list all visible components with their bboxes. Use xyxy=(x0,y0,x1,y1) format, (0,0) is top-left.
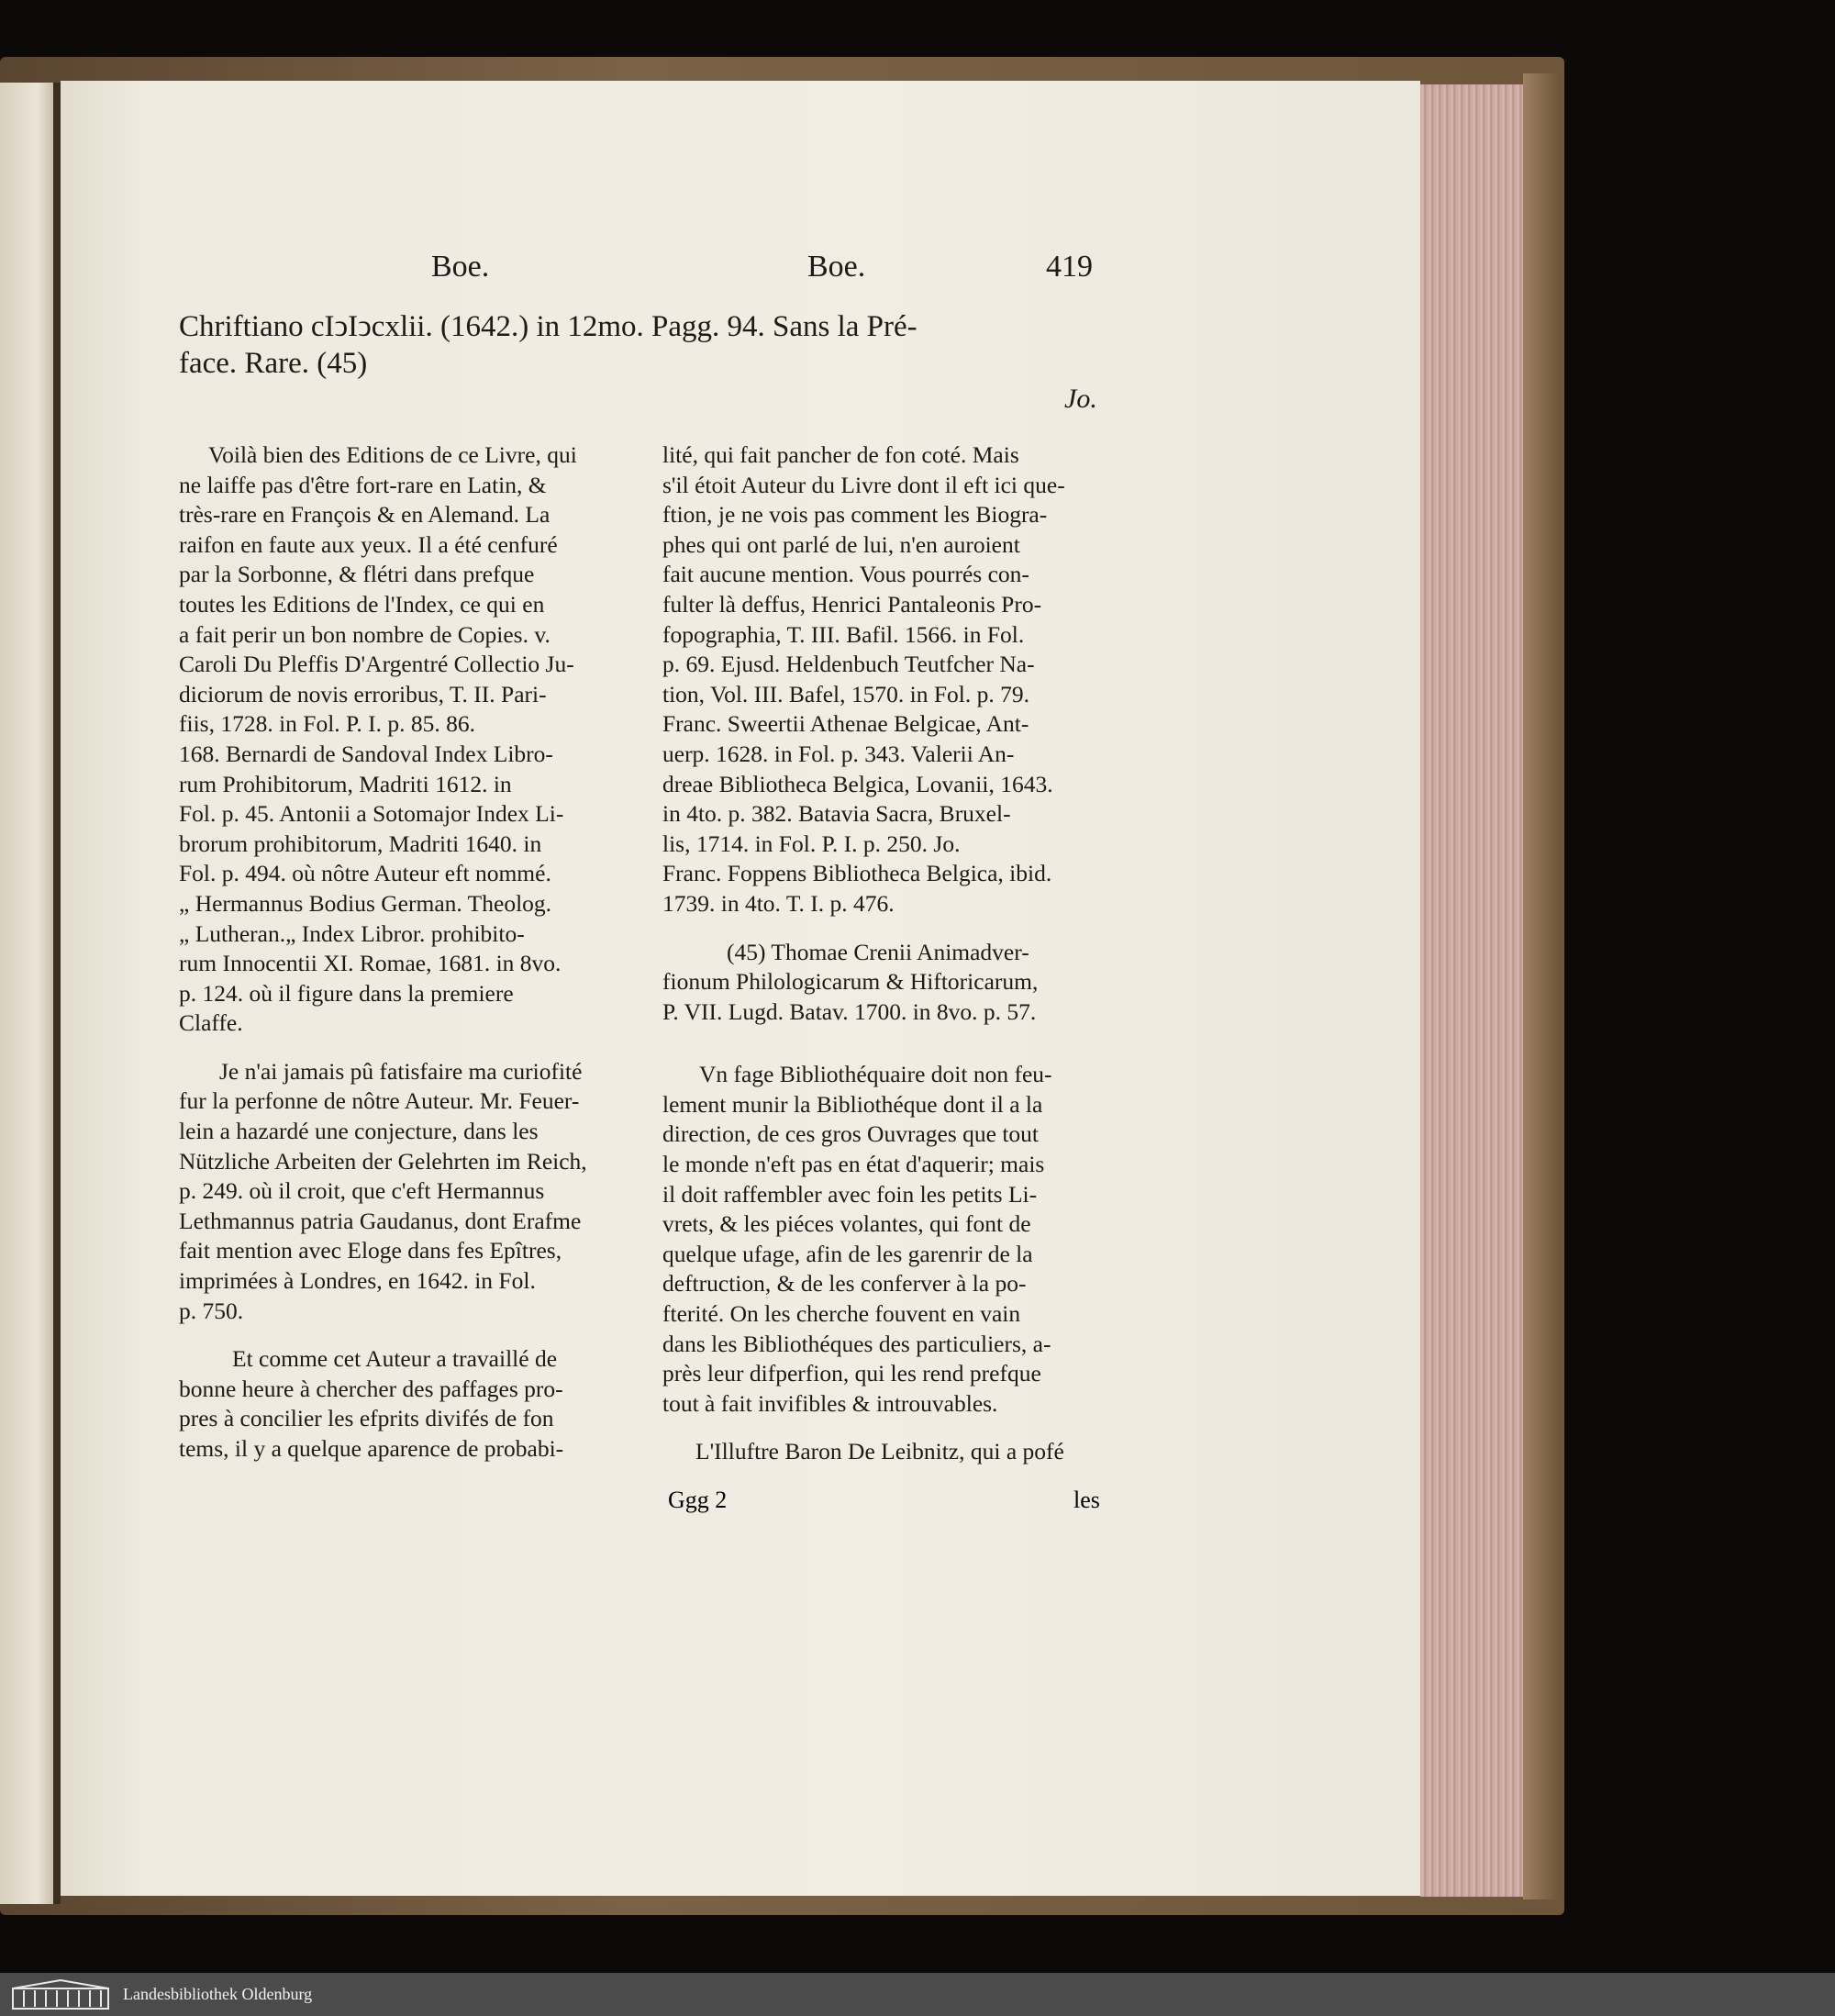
footnote-line: P. VII. Lugd. Batav. 1700. in 8vo. p. 57. xyxy=(662,997,1037,1025)
text-line: Claffe. xyxy=(179,1009,243,1037)
text-line: tems, il y a quelque aparence de probabi- xyxy=(179,1435,564,1462)
text-line: rum Prohibitorum, Madriti 1612. in xyxy=(179,770,512,797)
text-line: près leur difperfion, qui les rend prefque xyxy=(662,1360,1041,1387)
text-line: in 4to. p. 382. Batavia Sacra, Bruxel- xyxy=(662,800,1011,828)
text-line: très-rare en François & en Alemand. La xyxy=(179,501,550,529)
text-line: pres à concilier les efprits divifés de fon xyxy=(179,1405,554,1432)
text-line: imprimées à Londres, en 1642. in Fol. xyxy=(179,1267,536,1295)
text-line: Vn fage Bibliothéquaire doit non feu- xyxy=(699,1061,1052,1088)
text-line: Fol. p. 494. où nôtre Auteur eft nommé. xyxy=(179,860,551,887)
text-line: Franc. Foppens Bibliotheca Belgica, ibid. xyxy=(662,860,1052,887)
catchword-jo: Jo. xyxy=(1064,384,1097,414)
page-stack-edge xyxy=(1420,84,1523,1897)
text-line: fiis, 1728. in Fol. P. I. p. 85. 86. xyxy=(179,710,476,738)
left-page-edge xyxy=(0,83,53,1904)
text-line: vrets, & les piéces volantes, qui font de xyxy=(662,1210,1031,1238)
text-line: Franc. Sweertii Athenae Belgicae, Ant- xyxy=(662,710,1029,738)
book-gutter xyxy=(53,83,61,1904)
text-line: fulter là deffus, Henrici Pantaleonis Pro- xyxy=(662,590,1042,618)
text-line: fait aucune mention. Vous pourrés con- xyxy=(662,561,1029,588)
signature-mark: Ggg 2 xyxy=(668,1487,728,1513)
cover-edge xyxy=(1523,73,1560,1899)
text-line: p. 249. où il croit, que c'eft Hermannus xyxy=(179,1177,545,1205)
text-line: a fait perir un bon nombre de Copies. v. xyxy=(179,620,550,648)
left-column xyxy=(179,440,587,1465)
page-number: 419 xyxy=(1046,250,1093,284)
text-line: L'Illuftre Baron De Leibnitz, qui a pofé xyxy=(695,1438,1064,1465)
text-line: bonne heure à chercher des paffages pro- xyxy=(179,1375,563,1402)
text-line: fur la perfonne de nôtre Auteur. Mr. Feuer- xyxy=(179,1087,580,1115)
running-head-center: Boe. xyxy=(807,250,866,284)
intro-line-2: face. Rare. (45) xyxy=(179,347,368,380)
text-line: par la Sorbonne, & flétri dans prefque xyxy=(179,561,535,588)
text-line: 168. Bernardi de Sandoval Index Libro- xyxy=(179,740,553,767)
text-line: lein a hazardé une conjecture, dans les xyxy=(179,1118,539,1145)
text-line: p. 750. xyxy=(179,1297,244,1324)
text-line: uerp. 1628. in Fol. p. 343. Valerii An- xyxy=(662,740,1015,767)
text-line: Fol. p. 45. Antonii a Sotomajor Index Li- xyxy=(179,800,564,828)
text-line: raifon en faute aux yeux. Il a été cenfuré xyxy=(179,530,558,558)
text-line: lement munir la Bibliothéque dont il a la xyxy=(662,1090,1043,1118)
text-line: tion, Vol. III. Bafel, 1570. in Fol. p. 79. xyxy=(662,680,1029,707)
text-line: phes qui ont parlé de lui, n'en auroient xyxy=(662,530,1020,558)
library-building-icon[interactable] xyxy=(11,1979,110,2010)
running-head-left: Boe. xyxy=(431,250,490,284)
footer-bar xyxy=(0,1973,1835,2016)
text-line: fopographia, T. III. Bafil. 1566. in Fol. xyxy=(662,620,1025,648)
text-line: ne laiffe pas d'être fort-rare en Latin, & xyxy=(179,471,547,498)
text-line: s'il étoit Auteur du Livre dont il eft ici que- xyxy=(662,471,1065,498)
text-line: lis, 1714. in Fol. P. I. p. 250. Jo. xyxy=(662,830,961,857)
text-line: Voilà bien des Editions de ce Livre, qui xyxy=(208,441,577,468)
text-line: ftion, je ne vois pas comment les Biogra- xyxy=(662,501,1048,529)
library-name[interactable]: Landesbibliothek Oldenburg xyxy=(123,1985,313,2003)
text-line: Et comme cet Auteur a travaillé de xyxy=(232,1345,558,1373)
text-line: tout à fait invifibles & introuvables. xyxy=(662,1389,998,1417)
text-line: p. 69. Ejusd. Heldenbuch Teutfcher Na- xyxy=(662,651,1035,678)
text-line: dreae Bibliotheca Belgica, Lovanii, 1643. xyxy=(662,770,1053,797)
text-line: Nützliche Arbeiten der Gelehrten im Reich, xyxy=(179,1147,587,1175)
intro-line-1: Chriftiano cIↄIↄcxlii. (1642.) in 12mo. Pagg. 94. Sans la Pré- xyxy=(179,310,918,343)
text-line: Caroli Du Pleffis D'Argentré Collectio Ju- xyxy=(179,651,574,678)
text-line: direction, de ces gros Ouvrages que tout xyxy=(662,1120,1040,1148)
text-line: il doit raffembler avec foin les petits Li- xyxy=(662,1180,1038,1208)
text-line: Lethmannus patria Gaudanus, dont Erafme xyxy=(179,1207,582,1234)
text-line: „ Lutheran.„ Index Libror. prohibito- xyxy=(179,919,525,947)
footnote-line: (45) Thomae Crenii Animadver- xyxy=(727,938,1029,965)
text-line: quelque ufage, afin de les garenrir de la xyxy=(662,1240,1033,1267)
text-line: diciorum de novis erroribus, T. II. Pari- xyxy=(179,680,547,707)
text-line: toutes les Editions de l'Index, ce qui en xyxy=(179,590,545,618)
text-line: dans les Bibliothéques des particuliers, a- xyxy=(662,1330,1051,1357)
text-line: „ Hermannus Bodius German. Theolog. xyxy=(179,889,552,917)
text-line: Je n'ai jamais pû fatisfaire ma curiofité xyxy=(219,1057,583,1085)
text-line: fait mention avec Eloge dans fes Epîtres, xyxy=(179,1237,562,1264)
text-line: le monde n'eft pas en état d'aquerir; mais xyxy=(662,1151,1045,1178)
text-line: lité, qui fait pancher de fon coté. Mais xyxy=(662,441,1019,468)
footnote-line: fionum Philologicarum & Hiftoricarum, xyxy=(662,968,1039,996)
right-column xyxy=(662,440,1065,1467)
text-line: rum Innocentii XI. Romae, 1681. in 8vo. xyxy=(179,950,562,977)
text-line: 1739. in 4to. T. I. p. 476. xyxy=(662,889,895,917)
catchword: les xyxy=(1073,1487,1100,1513)
text-line: fterité. On les cherche fouvent en vain xyxy=(662,1300,1021,1328)
text-line: deftruction, & de les conferver à la po- xyxy=(662,1270,1027,1298)
text-line: p. 124. où il figure dans la premiere xyxy=(179,979,514,1007)
text-line: brorum prohibitorum, Madriti 1640. in xyxy=(179,830,542,857)
